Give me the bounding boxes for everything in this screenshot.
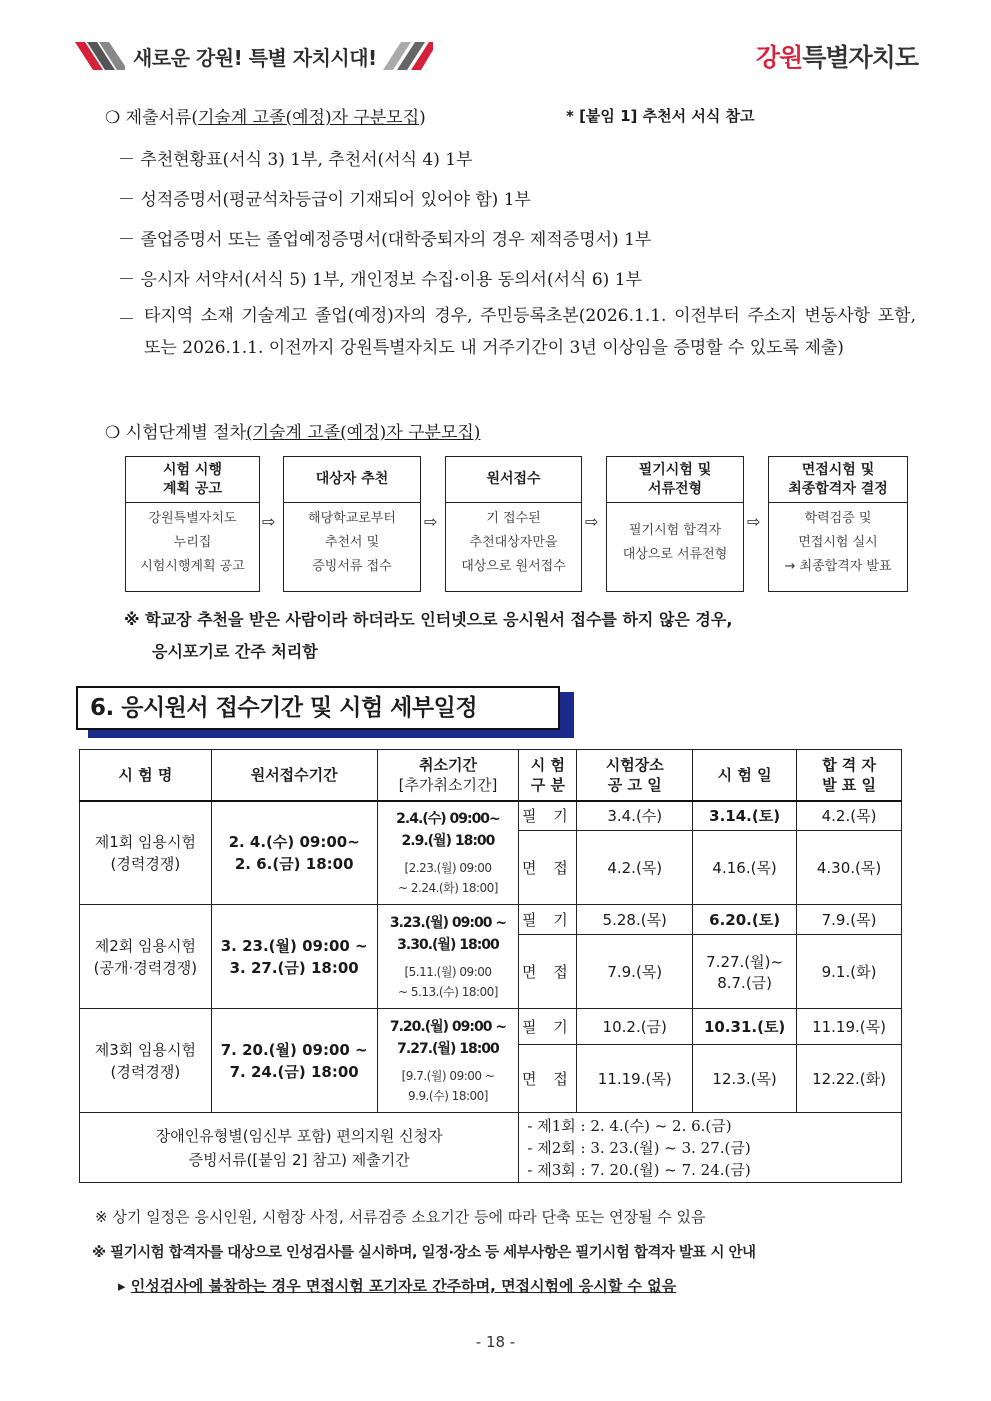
page-header bbox=[75, 38, 918, 76]
flow-step-4 bbox=[606, 456, 744, 592]
result-date-cell: 7.9.(목) bbox=[797, 905, 902, 935]
schedule-table bbox=[79, 749, 902, 1183]
apply-period-cell: 7. 20.(월) 09:00 ~ 7. 24.(금) 18:00 bbox=[211, 1009, 377, 1113]
venue-date-cell: 11.19.(목) bbox=[577, 1045, 693, 1113]
circle-bullet-icon: ❍ bbox=[105, 108, 121, 128]
flow-step-head: 필기시험 및 서류전형 bbox=[607, 457, 743, 503]
gangwon-logo: 강원특별자치도 bbox=[755, 43, 918, 72]
result-date-cell: 4.2.(목) bbox=[797, 801, 902, 831]
doc-item-5-dash: － bbox=[118, 310, 135, 330]
footnote-1: ※ 상기 일정은 응시인원, 시험장 사정, 서류검증 소요기간 등에 따라 단축 또는 연장될 수 있음 bbox=[95, 1208, 706, 1226]
result-date-cell: 9.1.(화) bbox=[797, 935, 902, 1009]
footnote-2: ※ 필기시험 합격자를 대상으로 인성검사를 실시하며, 일정·장소 등 세부사항은 필기시험 합격자 발표 시 안내 bbox=[92, 1245, 756, 1261]
flow-step-body: 해당학교로부터 추천서 및 증빙서류 접수 bbox=[308, 511, 396, 574]
disability-label-cell: 장애인유형별(임신부 포함) 편의지원 신청자 증빙서류([붙임 2] 참고) 제출기간 bbox=[80, 1113, 519, 1183]
exam-name-cell: 제2회 임용시험 (공개·경력경쟁) bbox=[80, 905, 212, 1009]
exam-date-cell: 6.20.(토) bbox=[693, 905, 797, 935]
col-exam-date: 시 험 일 bbox=[693, 750, 797, 801]
table-row bbox=[80, 801, 902, 831]
exam-type-cell: 필 기 bbox=[519, 1009, 577, 1045]
header-slogan: 새로운 강원! 특별 자치시대! bbox=[133, 46, 377, 70]
circle-bullet-icon: ❍ bbox=[105, 423, 121, 443]
cancel-period-cell: 7.20.(월) 09:00 ~ 7.27.(월) 18:00 [9.7.(월) 09:00 ~ 9.9.(수) 18:00] bbox=[377, 1009, 519, 1113]
exam-type-cell: 면 접 bbox=[519, 1045, 577, 1113]
apply-period-cell: 3. 23.(월) 09:00 ~ 3. 27.(금) 18:00 bbox=[211, 905, 377, 1009]
footnote-3: ▸ 인성검사에 불참하는 경우 면접시험 포기자로 간주하며, 면접시험에 응시할 수 없음 bbox=[118, 1277, 677, 1295]
flow-step-body: 강원특별자치도 누리집 시험시행계획 공고 bbox=[140, 511, 245, 574]
slash-mark-left-icon bbox=[75, 42, 125, 70]
procedure-title: ❍ 시험단계별 절차(기술계 고졸(예정)자 구분모집) bbox=[105, 423, 481, 443]
right-arrow-icon: ⇨ bbox=[747, 512, 761, 531]
flow-step-head: 대상자 추천 bbox=[284, 457, 420, 503]
right-arrow-icon: ⇨ bbox=[585, 512, 599, 531]
doc-item-2: － 성적증명서(평균석차등급이 기재되어 있어야 함) 1부 bbox=[118, 190, 531, 210]
venue-date-cell: 5.28.(목) bbox=[577, 905, 693, 935]
procedure-note-2: 응시포기로 간주 처리함 bbox=[152, 642, 318, 661]
slash-mark-right-icon bbox=[383, 42, 433, 70]
flow-step-body: 필기시험 합격자 대상으로 서류전형 bbox=[622, 523, 728, 562]
venue-date-cell: 7.9.(목) bbox=[577, 935, 693, 1009]
flow-step-3 bbox=[445, 456, 582, 592]
cancel-period-cell: 2.4.(수) 09:00~ 2.9.(월) 18:00 [2.23.(월) 09:00 ~ 2.24.(화) 18:00] bbox=[377, 801, 519, 905]
page-number: - 18 - bbox=[475, 1333, 516, 1351]
exam-date-cell: 4.16.(목) bbox=[693, 831, 797, 905]
table-row bbox=[80, 905, 902, 935]
exam-name-cell: 제1회 임용시험 (경력경쟁) bbox=[80, 801, 212, 905]
flow-step-head: 시험 시행 계획 공고 bbox=[126, 457, 259, 503]
exam-name-cell: 제3회 임용시험 (경력경쟁) bbox=[80, 1009, 212, 1113]
table-row bbox=[80, 1009, 902, 1045]
doc-item-1: － 추천현황표(서식 3) 1부, 추천서(서식 4) 1부 bbox=[118, 150, 473, 170]
docs-reference: * [붙임 1] 추천서 서식 참고 bbox=[566, 107, 755, 125]
result-date-cell: 11.19.(목) bbox=[797, 1009, 902, 1045]
flow-step-head: 원서접수 bbox=[446, 457, 581, 503]
doc-item-4: － 응시자 서약서(서식 5) 1부, 개인정보 수집·이용 동의서(서식 6) 1부 bbox=[118, 270, 642, 290]
result-date-cell: 4.30.(목) bbox=[797, 831, 902, 905]
triangle-marker-icon: ▸ bbox=[118, 1277, 126, 1295]
venue-date-cell: 3.4.(수) bbox=[577, 801, 693, 831]
venue-date-cell: 4.2.(목) bbox=[577, 831, 693, 905]
col-cancel-period: 취소기간 [추가취소기간] bbox=[377, 750, 519, 801]
flow-step-5 bbox=[768, 456, 908, 592]
col-result-date: 합 격 자 발 표 일 bbox=[797, 750, 902, 801]
disability-period-cell: - 제1회 : 2. 4.(수) ~ 2. 6.(금) - 제2회 : 3. 23.(월) ~ 3. 27.(금) - 제3회 : 7. 20.(월) ~ 7. 24.(금) bbox=[519, 1113, 902, 1183]
flow-step-head: 면접시험 및 최종합격자 결정 bbox=[769, 457, 907, 503]
exam-type-cell: 면 접 bbox=[519, 935, 577, 1009]
flow-step-body: 기 접수된 추천대상자만을 대상으로 원서접수 bbox=[461, 511, 566, 574]
docs-title: ❍ 제출서류(기술계 고졸(예정)자 구분모집) bbox=[105, 108, 426, 128]
flow-step-1 bbox=[125, 456, 260, 592]
exam-date-cell: 7.27.(월)~ 8.7.(금) bbox=[693, 935, 797, 1009]
flow-step-2 bbox=[283, 456, 421, 592]
section-title: 6. 응시원서 접수기간 및 시험 세부일정 bbox=[76, 686, 560, 730]
flow-step-body: 학력검증 및 면접시험 실시 → 최종합격자 발표 bbox=[784, 511, 892, 574]
right-arrow-icon: ⇨ bbox=[424, 512, 438, 531]
exam-date-cell: 10.31.(토) bbox=[693, 1009, 797, 1045]
apply-period-cell: 2. 4.(수) 09:00~ 2. 6.(금) 18:00 bbox=[211, 801, 377, 905]
cancel-period-cell: 3.23.(월) 09:00 ~ 3.30.(월) 18:00 [5.11.(월) 09:00 ~ 5.13.(수) 18:00] bbox=[377, 905, 519, 1009]
col-venue-notice: 시험장소 공 고 일 bbox=[577, 750, 693, 801]
doc-item-5: 타지역 소재 기술계고 졸업(예정)자의 경우, 주민등록초본(2026.1.1. 이전부터 주소지 변동사항 포함, 또는 2026.1.1. 이전까지 강원특별자치도 내 거주기간이 3년 이상임을 증명할 수 있도록 제출) bbox=[144, 306, 916, 358]
col-exam-type: 시 험 구 분 bbox=[519, 750, 577, 801]
right-arrow-icon: ⇨ bbox=[262, 512, 276, 531]
exam-type-cell: 필 기 bbox=[519, 905, 577, 935]
table-header-row bbox=[80, 750, 902, 801]
procedure-note-1: ※ 학교장 추천을 받은 사람이라 하더라도 인터넷으로 응시원서 접수를 하지 않은 경우, bbox=[124, 610, 733, 629]
result-date-cell: 12.22.(화) bbox=[797, 1045, 902, 1113]
col-exam-name: 시 험 명 bbox=[80, 750, 212, 801]
venue-date-cell: 10.2.(금) bbox=[577, 1009, 693, 1045]
exam-date-cell: 3.14.(토) bbox=[693, 801, 797, 831]
exam-date-cell: 12.3.(목) bbox=[693, 1045, 797, 1113]
exam-type-cell: 필 기 bbox=[519, 801, 577, 831]
doc-item-3: － 졸업증명서 또는 졸업예정증명서(대학중퇴자의 경우 제적증명서) 1부 bbox=[118, 230, 652, 250]
exam-type-cell: 면 접 bbox=[519, 831, 577, 905]
col-apply-period: 원서접수기간 bbox=[211, 750, 377, 801]
table-row bbox=[80, 1113, 902, 1183]
